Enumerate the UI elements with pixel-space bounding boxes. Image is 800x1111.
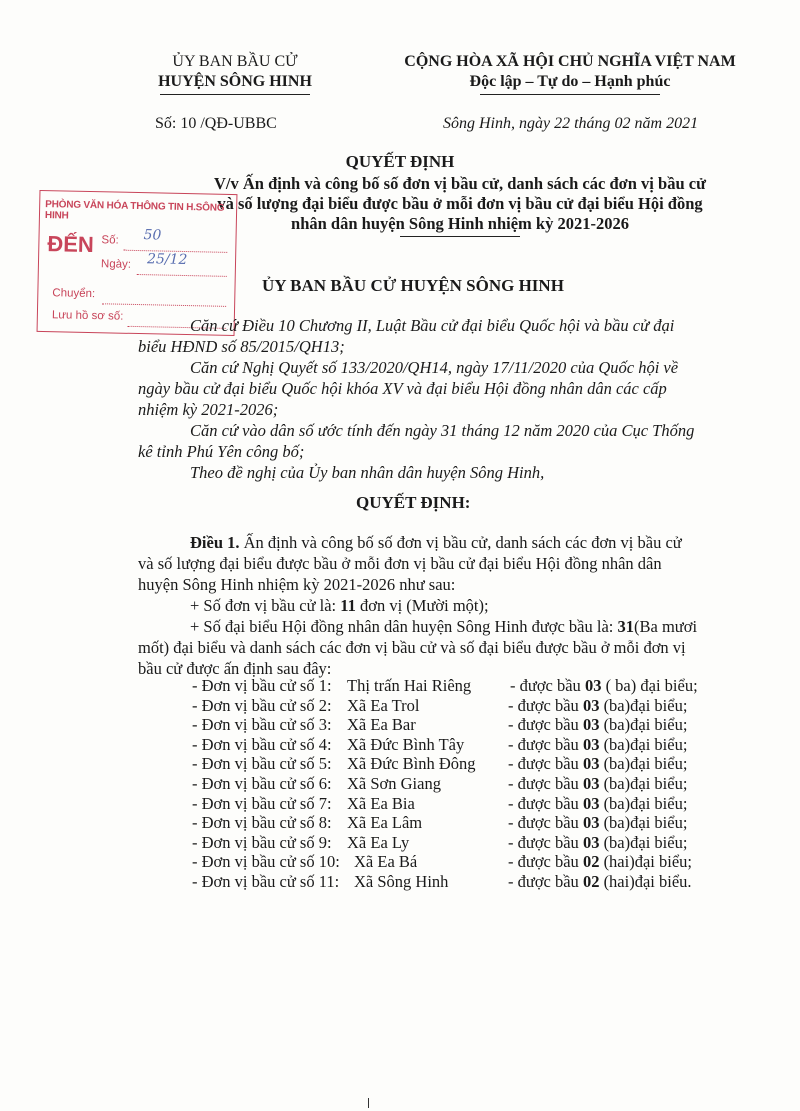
basis-line1: Căn cứ Điều 10 Chương II, Luật Bầu cử đại biểu Quốc hội và bầu cử đại — [190, 316, 675, 335]
stamp-office: PHÒNG VĂN HÓA THÔNG TIN H.SÔNG HINH — [44, 199, 225, 222]
scan-mark — [368, 1098, 369, 1108]
stamp-ngay-line — [137, 273, 227, 277]
unit-place: Xã Sông Hinh — [354, 872, 449, 891]
delegates-post: (ba)đại biểu; — [599, 754, 688, 774]
basis-line2: biểu HĐND số 85/2015/QH13; — [138, 337, 345, 356]
unit-delegates — [510, 676, 698, 696]
article1-item1 — [190, 595, 489, 616]
delegates-post: (ba)đại biểu; — [599, 832, 688, 852]
basis-line8: Theo đề nghị của Ủy ban nhân dân huyện Sông Hinh, — [190, 463, 545, 482]
subject-line2: và số lượng đại biểu được bầu ở mỗi đơn vị bầu cử đại biểu Hội đồng — [217, 194, 703, 213]
unit-number: - Đơn vị bầu cử số 7: — [192, 793, 332, 813]
article1-line1-text: Ấn định và công bố số đơn vị bầu cử, danh sách các đơn vị bầu cử — [239, 533, 682, 552]
delegates-post: ( ba) đại biểu; — [601, 676, 698, 695]
unit-number: - Đơn vị bầu cử số 3: — [192, 715, 332, 735]
delegates-post: (ba)đại biểu; — [599, 695, 688, 715]
delegates-count: 03 — [582, 813, 600, 833]
unit-number: - Đơn vị bầu cử số 4: — [192, 734, 332, 754]
unit-delegates — [508, 852, 692, 872]
delegates-count: 03 — [584, 676, 602, 695]
basis-line3: Căn cứ Nghị Quyết số 133/2020/QH14, ngày 17/11/2020 của Quốc hội về — [190, 358, 679, 377]
delegates-pre: - được bầu — [508, 734, 583, 754]
stamp-ngay-value: 25/12 — [146, 251, 188, 269]
delegates-post: (hai)đại biểu; — [599, 852, 692, 872]
unit-delegates — [508, 754, 687, 774]
unit-number: - Đơn vị bầu cử số 1: — [192, 676, 332, 695]
header-right-rule — [480, 94, 660, 95]
delegates-count: 02 — [582, 872, 600, 891]
stamp-so-value: 50 — [143, 227, 162, 244]
delegates-pre: - được bầu — [508, 715, 583, 735]
delegates-post: (ba)đại biểu; — [599, 715, 688, 735]
unit-place: Xã Ea Bia — [347, 793, 415, 813]
national-slogan: Độc lập – Tự do – Hạnh phúc — [469, 73, 671, 90]
article1-line3: huyện Sông Hinh nhiệm kỳ 2021-2026 như sau: — [138, 575, 456, 594]
unit-place: Thị trấn Hai Riêng — [347, 676, 472, 695]
delegates-post: (ba)đại biểu; — [599, 813, 688, 833]
stamp-den: ĐẾN — [47, 231, 95, 258]
national-motto — [380, 52, 760, 95]
delegates-count: 03 — [582, 832, 600, 852]
stamp-so-label: Số: — [101, 234, 119, 247]
issuing-authority-line1: ỦY BAN BẦU CỬ — [172, 53, 298, 70]
stamp-luu-label: Lưu hồ sơ số: — [51, 309, 124, 323]
article1-line2: và số lượng đại biểu được bầu ở mỗi đơn vị bầu cử đại biểu Hội đồng nhân dân — [138, 554, 662, 573]
unit-number: - Đơn vị bầu cử số 11: — [192, 872, 340, 891]
issuing-authority — [110, 52, 360, 95]
authority-heading: ỦY BAN BẦU CỬ HUYỆN SÔNG HINH — [262, 276, 564, 295]
unit-place: Xã Ea Lâm — [347, 813, 423, 833]
item1-post: đơn vị (Mười một); — [355, 596, 489, 615]
unit-delegates — [508, 872, 692, 892]
item1-count: 11 — [340, 596, 356, 615]
subject-line3: nhân dân huyện Sông Hinh nhiệm kỳ 2021-2026 — [291, 214, 629, 233]
unit-place: Xã Ea Ly — [347, 832, 410, 852]
delegates-pre: - được bầu — [508, 695, 583, 715]
delegates-pre: - được bầu — [508, 793, 583, 813]
delegates-post: (ba)đại biểu; — [599, 734, 688, 754]
item2-count: 31 — [617, 617, 635, 636]
national-title: CỘNG HÒA XÃ HỘI CHỦ NGHĨA VIỆT NAM — [404, 53, 736, 70]
delegates-count: 03 — [582, 715, 600, 735]
delegates-count: 02 — [582, 852, 600, 872]
unit-delegates — [508, 794, 687, 814]
subject-rule — [400, 236, 520, 237]
unit-delegates — [508, 813, 687, 833]
delegates-count: 03 — [582, 774, 600, 793]
delegates-pre: - được bầu — [510, 676, 585, 695]
delegates-post: (hai)đại biểu. — [599, 872, 692, 891]
unit-delegates — [508, 735, 687, 755]
delegates-count: 03 — [582, 793, 600, 813]
header-left-rule — [160, 94, 310, 95]
unit-number: - Đơn vị bầu cử số 5: — [192, 754, 332, 774]
item2-post: (Ba mươi — [634, 617, 698, 636]
unit-place: Xã Ea Trol — [347, 695, 420, 715]
basis-line6: Căn cứ vào dân số ước tính đến ngày 31 tháng 12 năm 2020 của Cục Thống — [190, 421, 695, 440]
article1-item2-line3: bầu cử được ấn định sau đây: — [138, 659, 332, 678]
unit-number: - Đơn vị bầu cử số 6: — [192, 774, 332, 793]
article1-item2-line2: mốt) đại biểu và danh sách các đơn vị bầu cử và số đại biểu được bầu ở mỗi đơn vị — [138, 638, 686, 657]
article1-line1 — [190, 532, 682, 553]
unit-place: Xã Ea Bá — [354, 852, 418, 872]
unit-number: - Đơn vị bầu cử số 9: — [192, 832, 332, 852]
delegates-pre: - được bầu — [508, 774, 583, 793]
stamp-ngay-label: Ngày: — [100, 258, 132, 271]
unit-number: - Đơn vị bầu cử số 10: — [192, 852, 340, 872]
place-date: Sông Hinh, ngày 22 tháng 02 năm 2021 — [443, 115, 699, 132]
unit-delegates — [508, 833, 687, 853]
document-title: QUYẾT ĐỊNH — [345, 152, 455, 171]
unit-delegates — [508, 715, 687, 735]
issuing-authority-line2: HUYỆN SÔNG HINH — [158, 73, 312, 90]
article1-item2 — [190, 616, 697, 637]
unit-place: Xã Sơn Giang — [347, 774, 441, 793]
delegates-count: 03 — [582, 734, 600, 754]
basis-line4: ngày bầu cử đại biểu Quốc hội khóa XV và đại biểu Hội đồng nhân dân các cấp — [138, 379, 667, 398]
delegates-pre: - được bầu — [508, 832, 583, 852]
delegates-post: (ba)đại biểu; — [599, 793, 688, 813]
item2-pre: + Số đại biểu Hội đồng nhân dân huyện Sông Hinh được bầu là: — [190, 617, 618, 636]
delegates-pre: - được bầu — [508, 852, 583, 872]
unit-place: Xã Đức Bình Đông — [347, 754, 476, 774]
decision-heading: QUYẾT ĐỊNH: — [356, 493, 471, 512]
stamp-chuyen-label: Chuyển: — [52, 287, 96, 301]
unit-delegates — [508, 774, 687, 794]
unit-place: Xã Ea Bar — [347, 715, 416, 735]
delegates-count: 03 — [582, 695, 600, 715]
unit-number: - Đơn vị bầu cử số 8: — [192, 813, 332, 833]
delegates-count: 03 — [582, 754, 600, 774]
delegates-pre: - được bầu — [508, 754, 583, 774]
item1-pre: + Số đơn vị bầu cử là: — [190, 596, 341, 615]
basis-line5: nhiệm kỳ 2021-2026; — [138, 400, 279, 419]
subject-line1: V/v Ấn định và công bố số đơn vị bầu cử, danh sách các đơn vị bầu cử — [214, 174, 706, 193]
unit-delegates — [508, 696, 687, 716]
article1-label: Điều 1. — [190, 533, 240, 552]
basis-line7: kê tỉnh Phú Yên công bố; — [138, 442, 305, 461]
document-number: Số: 10 /QĐ-UBBC — [155, 115, 277, 132]
delegates-pre: - được bầu — [508, 813, 583, 833]
unit-number: - Đơn vị bầu cử số 2: — [192, 695, 332, 715]
stamp-chuyen-line — [102, 302, 226, 307]
delegates-pre: - được bầu — [508, 872, 583, 891]
delegates-post: (ba)đại biểu; — [599, 774, 688, 793]
unit-place: Xã Đức Bình Tây — [347, 734, 465, 754]
